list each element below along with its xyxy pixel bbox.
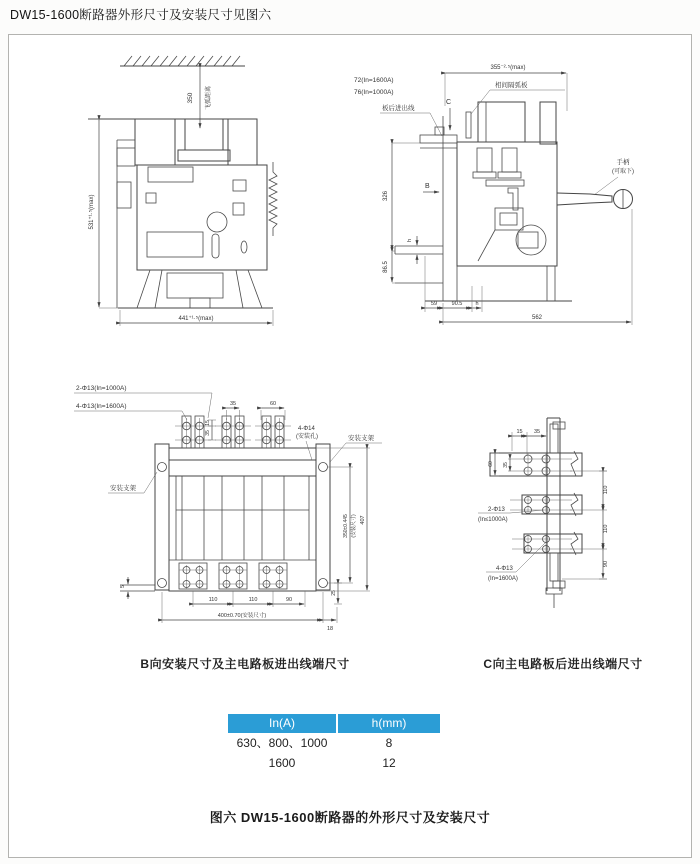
rear-view-drawing [340,56,690,338]
handle-label-1: 手柄 [616,159,630,166]
label-4phi14: 4-Φ14 [298,426,315,432]
dim-35-left: 35 [503,462,509,468]
arc-distance-label: 飞弧距离 [206,85,212,111]
spec-header-in: In(A) [228,714,336,733]
spec-table-row [228,733,440,753]
bracket-label-left: 安装支架 [110,485,136,492]
spec-table-header [228,714,440,733]
dim-90-5: 90.5 [451,301,463,307]
view-c-label: C [446,99,452,106]
dim-90: 90 [603,560,609,568]
note-72-1600: 72(In=1600A) [354,77,394,84]
barrier-label: 相间隔弧板 [495,82,528,89]
dim-15-side: 15 [205,420,211,426]
dim-407: 407 [360,515,366,525]
c-view-caption: C向主电路板后进出线端尺寸 [483,657,643,671]
dim-15-top: 15 [516,429,523,435]
spec-cell-h: 12 [382,756,396,770]
spec-header-h: h(mm) [338,714,440,733]
dim-h-small: h [407,238,413,242]
spec-cell-h: 8 [385,736,393,750]
label-2phi13: 2-Φ13(In=1000A) [76,385,127,392]
dim-h: h [475,301,479,307]
breaker-side-outline [88,119,277,308]
ceiling-hatch [120,56,245,66]
page-title: DW15-1600断路器外形尺寸及安装尺寸见图六 [10,8,272,22]
figure-caption: 图六 DW15-1600断路器的外形尺寸及安装尺寸 [209,810,491,825]
dim-59: 59 [430,301,438,307]
dim-110-a: 110 [603,485,609,495]
side-view-drawing [60,52,335,344]
dim-height: 531⁺¹·⁵(max) [89,194,95,230]
dim-18: 18 [326,626,334,632]
dim-110-a: 110 [208,597,218,603]
label-4phi13-l2: (In=1600A) [488,576,518,582]
spec-cell-in: 630、800、1000 [236,736,328,750]
note-76-1000: 76(In=1000A) [354,89,394,96]
dim-110-b: 110 [603,524,609,534]
label-4phi13: 4-Φ13(In=1600A) [76,403,127,410]
dim-350-l2: (安装尺寸) [351,514,357,538]
dim-355: 355⁻²·⁵(max) [490,65,526,71]
b-view-drawing [60,380,405,644]
dim-35-side: 35 [205,430,211,436]
dim-86-5: 86.5 [383,261,389,273]
dim-326: 326 [383,190,389,202]
dim-width: 441⁺¹·⁵(max) [178,316,214,322]
label-4phi13-l1: 4-Φ13 [496,566,513,572]
dim-35-top: 35 [229,401,237,407]
dim-60-top: 60 [269,401,277,407]
view-b-label: B [425,183,430,190]
spec-cell-in: 1600 [268,756,296,770]
dim-arc-distance: 350 [187,92,194,104]
handle-label-2: (可取下) [612,169,634,175]
dim-110-b: 110 [248,597,258,603]
dim-90: 90 [285,597,293,603]
b-view-caption: B向安装尺寸及主电路板进出线端尺寸 [140,657,350,671]
dim-562: 562 [531,315,543,321]
dim-350-l1: 350±0.445 [343,514,349,538]
label-mount-hole: (安装孔) [296,434,318,440]
dim-25: 25 [331,590,337,596]
label-2phi13-l1: 2-Φ13 [488,507,505,513]
spec-table [228,714,440,773]
bottom-terminals [179,563,287,589]
rear-wiring-label: 板后进出线 [382,105,415,112]
dim-60-left: 60 [488,461,494,467]
dim-5: 5 [120,585,126,588]
breaker-rear-outline [395,102,633,301]
bracket-label-right: 安装支架 [348,435,374,442]
c-view-drawing [450,396,665,624]
dim-400: 400±0.70(安装尺寸) [217,613,267,619]
top-terminals [175,416,291,448]
dim-35-top: 35 [533,429,541,435]
label-2phi13-l2: (In≤1000A) [478,517,508,523]
spec-table-row [228,753,440,773]
